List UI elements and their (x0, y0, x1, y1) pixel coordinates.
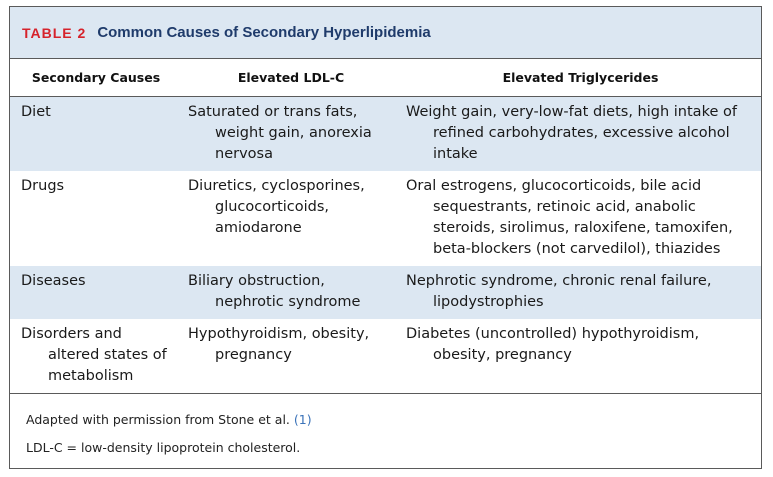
table-frame (9, 6, 762, 469)
table-label: TABLE 2 (22, 24, 87, 41)
cell-triglycerides: Nephrotic syndrome, chronic renal failure, lipodystrophies (400, 266, 761, 319)
table-row (10, 266, 761, 319)
cell-triglycerides: Oral estrogens, glucocorticoids, bile acid sequestrants, retinoic acid, anabolic steroids, sirolimus, raloxifene, tamoxifen, beta-blockers (not carvedilol), thiazides (406, 178, 733, 257)
cell-triglycerides: Diabetes (uncontrolled) hypothyroidism, obesity, pregnancy (400, 319, 761, 394)
adapted-note (26, 410, 761, 430)
cell-ldl: Biliary obstruction, nephrotic syndrome (182, 266, 400, 319)
cell-cause: Diet (10, 97, 182, 172)
cell-ldl: Saturated or trans fats, weight gain, anorexia nervosa (182, 97, 400, 172)
table-title: Common Causes of Secondary Hyperlipidemia (97, 24, 431, 41)
cell-ldl: Hypothyroidism, obesity, pregnancy (182, 319, 400, 394)
table-row (10, 319, 761, 394)
table-row (10, 97, 761, 172)
cell-cause: Drugs (21, 178, 65, 194)
abbreviation-note: LDL-C = low-density lipoprotein cholesterol. (26, 440, 301, 455)
table-title-bar (10, 7, 761, 59)
table-row (10, 171, 761, 266)
cell-cause: Disorders and altered states of metabolism (10, 319, 182, 394)
adapted-text: Adapted with permission from Stone et al. (26, 412, 294, 427)
cell-triglycerides: Weight gain, very-low-fat diets, high intake of refined carbohydrates, excessive alcohol intake (400, 97, 761, 172)
table-footnotes (10, 394, 761, 458)
header-elevated-ldl: Elevated LDL-C (182, 59, 400, 97)
reference-link[interactable]: (1) (293, 412, 312, 427)
cell-ldl: Diuretics, cyclosporines, glucocorticoids, amiodarone (188, 178, 365, 236)
causes-table (10, 59, 761, 394)
header-secondary-causes: Secondary Causes (10, 59, 182, 97)
header-elevated-triglycerides: Elevated Triglycerides (400, 59, 761, 97)
table-header-row (10, 59, 761, 97)
cell-cause: Diseases (10, 266, 182, 319)
